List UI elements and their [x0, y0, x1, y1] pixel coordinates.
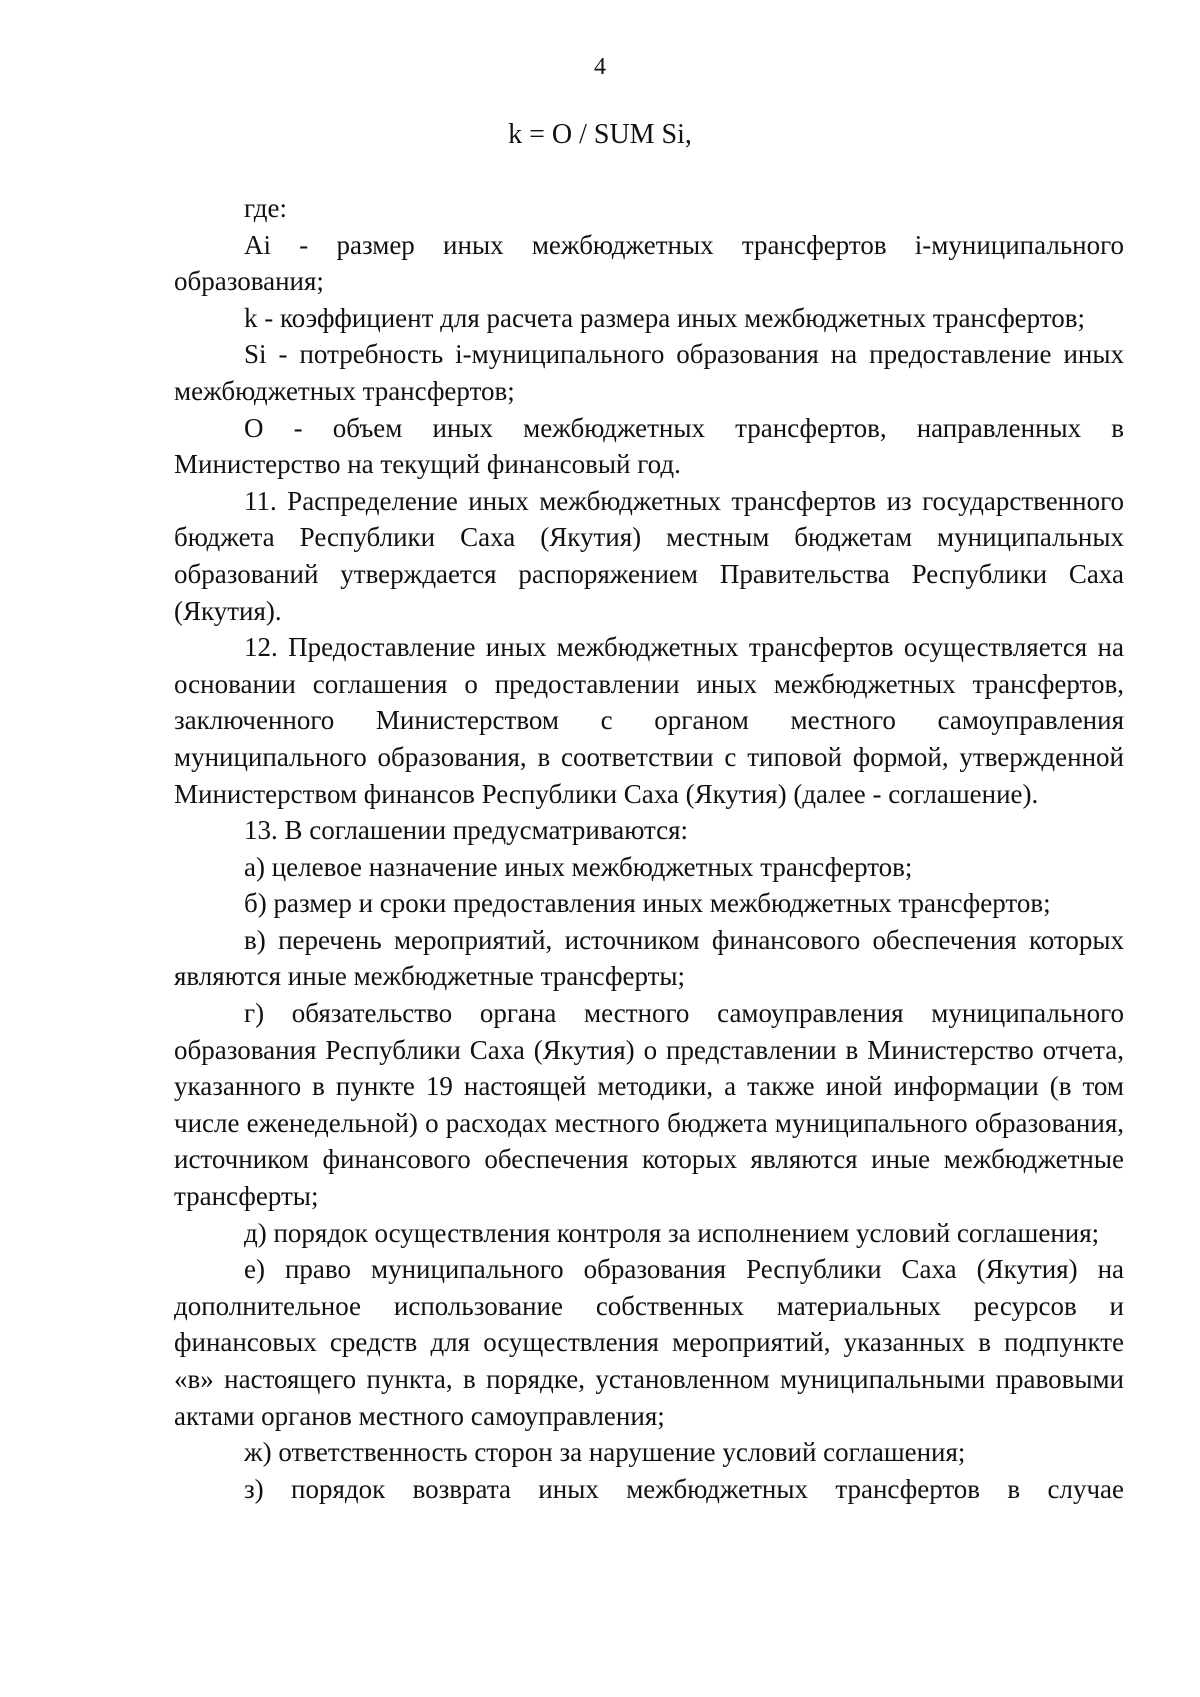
paragraph-item-13d: д) порядок осуществления контроля за исполнением условий соглашения; — [244, 1217, 1100, 1248]
formula: k = O / SUM Si, — [508, 119, 692, 150]
page-number: 4 — [594, 54, 606, 80]
paragraph-item-13: 13. В соглашении предусматриваются: — [244, 815, 689, 846]
paragraph-item-11: 11. Распределение иных межбюджетных трансфертов из государственного бюджета Республики Саха (Якутия) местным бюджетам муниципальных образований утверждается распоряжением Правительства Республики Саха (Якутия). — [174, 485, 1124, 626]
paragraph-k-definition: k - коэффициент для расчета размера иных межбюджетных трансфертов; — [244, 302, 1086, 333]
paragraph-item-13b: б) размер и сроки предоставления иных межбюджетных трансфертов; — [244, 888, 1051, 919]
paragraph-where: где: — [244, 193, 287, 223]
paragraph-item-13g: г) обязательство органа местного самоуправления муниципального образования Республики Саха (Якутия) о представлении в Министерство отчета, указанного в пункте 19 настоящей методики, а также иной информации (в том числе еженедельной) о расходах местного бюджета муниципального образования, источником финансового обеспечения которых являются иные межбюджетные трансферты; — [174, 998, 1124, 1212]
paragraph-o-definition: O - объем иных межбюджетных трансфертов, направленных в Министерство на текущий финансовый год. — [174, 412, 1124, 480]
paragraph-item-13zh: ж) ответственность сторон за нарушение условий соглашения; — [244, 1437, 966, 1468]
document-body — [174, 190, 1124, 1507]
paragraph-item-13e: е) право муниципального образования Республики Саха (Якутия) на дополнительное использование собственных материальных ресурсов и финансовых средств для осуществления мероприятий, указанных в подпункте «в» настоящего пункта, в порядке, установленном муниципальными правовыми актами органов местного самоуправления; — [174, 1254, 1124, 1431]
paragraph-item-13a: а) целевое назначение иных межбюджетных трансфертов; — [244, 851, 913, 882]
paragraph-ai-definition: Ai - размер иных межбюджетных трансфертов i-муниципального образования; — [174, 229, 1124, 297]
paragraph-item-12: 12. Предоставление иных межбюджетных трансфертов осуществляется на основании соглашения о предоставлении иных межбюджетных трансфертов, заключенного Министерством с органом местного самоуправления муниципального образования, в соответствии с типовой формой, утвержденной Министерством финансов Республики Саха (Якутия) (далее - соглашение). — [174, 632, 1124, 809]
paragraph-item-13z: з) порядок возврата иных межбюджетных трансфертов в случае — [244, 1473, 1124, 1504]
paragraph-item-13v: в) перечень мероприятий, источником финансового обеспечения которых являются иные межбюджетные трансферты; — [174, 924, 1124, 992]
paragraph-si-definition: Si - потребность i-муниципального образования на предоставление иных межбюджетных трансфертов; — [174, 339, 1124, 406]
